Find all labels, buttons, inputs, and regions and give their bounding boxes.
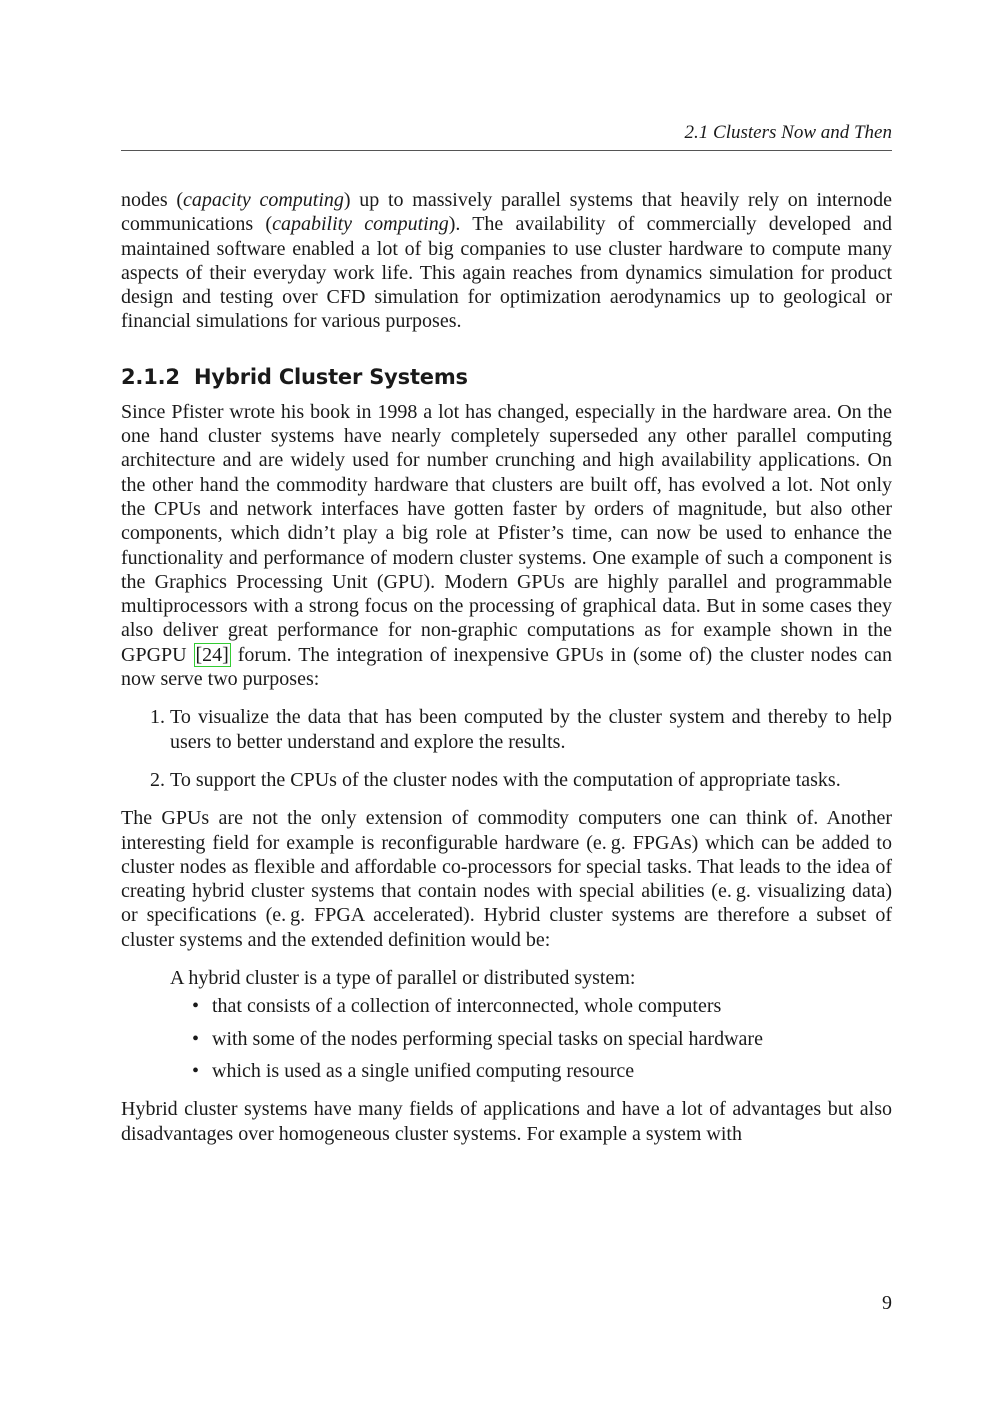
list-item-text: with some of the nodes performing special tasks on special hardware bbox=[212, 1027, 763, 1050]
list-item bbox=[192, 1059, 892, 1083]
definition-block bbox=[170, 966, 892, 1083]
text: ) up to massively parallel systems that heavily rely on internode communications ( bbox=[121, 189, 892, 236]
section-heading bbox=[121, 364, 892, 390]
paragraph-intro bbox=[121, 188, 892, 334]
text: Since Pfister wrote his book in 1998 a lot has changed, especially in the hardware area. On the one hand cluster systems have nearly completely superseded any other parallel computing architecture and are widely used for number crunching and high availability applications. On the other hand the commodity hardware that clusters are built off, has evolved a lot. Not only the CPUs and network interfaces have gotten faster by orders of magnitude, but also other components, which didn’t play a big role at Pfister’s time, can now be used to enhance the functionality and performance of modern cluster systems. One example of such a component is the Graphics Processing Unit (GPU). Modern GPUs are highly parallel and programmable multiprocessors with a strong focus on the processing of graphical data. But in some cases they also deliver great performance for non-graphic computations as for example shown in the GPGPU bbox=[121, 400, 892, 666]
list-item-text: which is used as a single unified computing resource bbox=[212, 1059, 635, 1082]
emphasis-capability-computing: capability computing bbox=[272, 213, 449, 236]
list-item bbox=[192, 994, 892, 1018]
section-title: Hybrid Cluster Systems bbox=[194, 364, 468, 389]
purposes-list bbox=[121, 705, 892, 792]
page-body bbox=[121, 188, 892, 1146]
section-number: 2.1.2 bbox=[121, 364, 180, 389]
list-item: 2. To support the CPUs of the cluster nodes with the computation of appropriate tasks. bbox=[170, 768, 892, 792]
text: forum. The integration of inexpensive GPUs in (some of) the cluster nodes can now serve two purposes: bbox=[121, 643, 892, 691]
citation-link[interactable]: [24] bbox=[195, 643, 229, 666]
definition-list bbox=[170, 994, 892, 1083]
page-number: 9 bbox=[882, 1292, 892, 1314]
paragraph-advantages: Hybrid cluster systems have many fields of applications and have a lot of advantages but also disadvantages over homogeneous cluster systems. For example a system with bbox=[121, 1098, 892, 1145]
emphasis-capacity-computing: capacity computing bbox=[183, 189, 344, 211]
paragraph-hybrid-intro bbox=[121, 400, 892, 692]
running-head: 2.1 Clusters Now and Then bbox=[684, 122, 892, 143]
text: ). The availability of commercially developed and maintained software enabled a lot of big companies to use cluster hardware to compute many aspects of their everyday work life. This again reaches from dynamics simulation for product design and testing over CFD simulation for optimization aerodynamics up to geological or financial simulations for various purposes. bbox=[121, 213, 892, 333]
list-item: 1. To visualize the data that has been computed by the cluster system and thereby to help users to better understand and explore the results. bbox=[170, 705, 892, 754]
definition-intro: A hybrid cluster is a type of parallel or distributed system: bbox=[170, 967, 636, 990]
paragraph-extensions: The GPUs are not the only extension of commodity computers one can think of. Another interesting field for example is reconfigurable hardware (e. g. FPGAs) which can be added to cluster nodes as flexible and affordable co-processors for special tasks. That leads to the idea of creating hybrid cluster systems that contain nodes with special abilities (e. g. visualizing data) or specifications (e. g. FPGA accelerated). Hybrid cluster systems are therefore a subset of cluster systems and the extended definition would be: bbox=[121, 807, 892, 951]
bullet-icon: • bbox=[192, 995, 200, 1018]
header-rule bbox=[121, 150, 892, 151]
bullet-icon: • bbox=[192, 1027, 200, 1050]
list-item bbox=[192, 1027, 892, 1051]
bullet-icon: • bbox=[192, 1059, 200, 1082]
text: nodes ( bbox=[121, 189, 184, 211]
list-item-text: that consists of a collection of interconnected, whole computers bbox=[212, 995, 722, 1018]
